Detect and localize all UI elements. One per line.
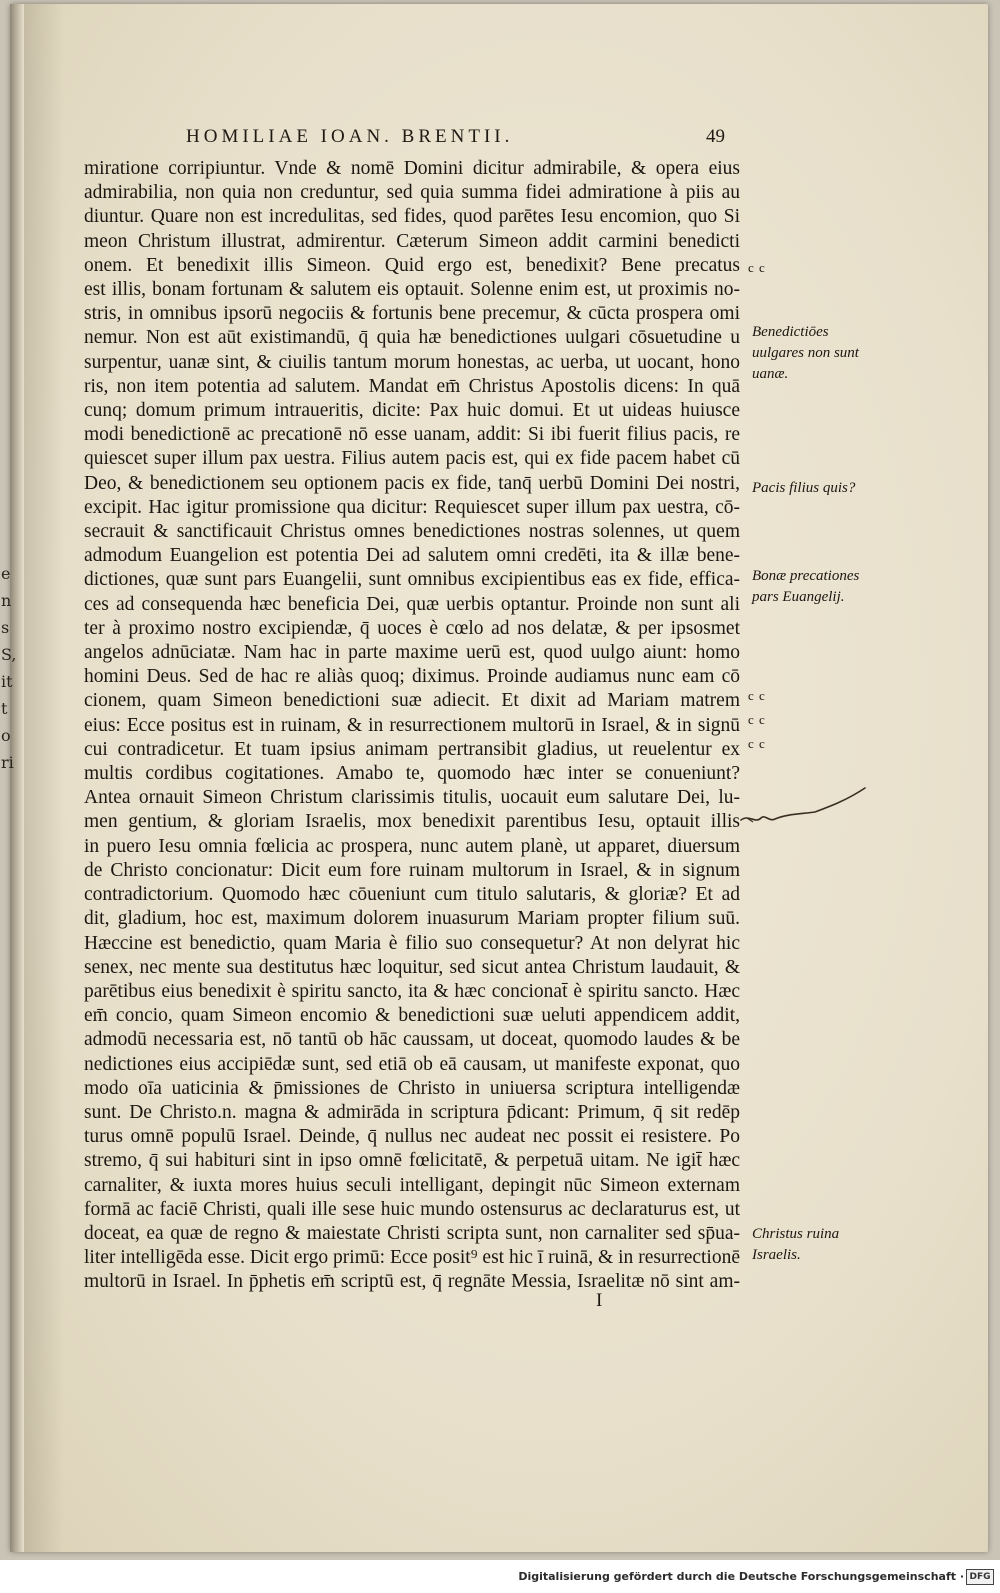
margin-note: Christus ruina Israelis. — [752, 1226, 840, 1263]
text-line: cionem, quam Simeon benedictioni suæ adiecit. Et dixit ad Mariam matrem — [84, 690, 740, 712]
text-line: modi benedictionē ac precationē nō esse uanam, addit: Si ibi fuerit filius pacis, re — [84, 424, 740, 446]
text-line: diuntur. Quare non est incredulitas, sed fides, quod parētes Iesu encomion, quo Si — [84, 206, 740, 228]
text-line: cui contradicetur. Et tuam ipsius animam pertransibit gladius, ut reuelentur ex — [84, 738, 740, 760]
text-line: liter intelligēda esse. Dicit ergo primū: Ecce posit⁹ est hic ī ruinā, & in resurrectionē — [84, 1247, 740, 1269]
text-line: dictiones, quæ sunt pars Euangelii, sunt omnibus excipientibus eas ex fide, effica- — [84, 569, 740, 591]
text-line: Antea ornauit Simeon Christum clarissimis titulis, uocauit eum salutare Dei, lu- — [84, 787, 740, 809]
text-line: nemur. Non est aūt existimandū, q̄ quia hæ benedictiones uulgari cōsuetudine u — [84, 327, 740, 349]
left-fragment: t — [1, 699, 8, 718]
text-line: carnaliter, & iuxta mores huius seculi intelligant, depingit nūc Simeon externam — [84, 1174, 740, 1196]
text-line: sunt. De Christo.n. magna & admirāda in scriptura p̄dicant: Primum, q̄ sit redēp — [84, 1101, 740, 1123]
left-fragment: n — [1, 591, 12, 610]
text-line: ris, non item potentia ad salutem. Mandat em̄ Christus Apostolis dicens: In quā — [84, 375, 740, 397]
text-line: turus omnē populū Israel. Deinde, q̄ nullus nec audeat nec possit ei resistere. Po — [84, 1126, 740, 1148]
text-line: secrauit & sanctificauit Christus omnes benedictiones nostras solennes, ut quem — [84, 521, 740, 543]
text-line: excipit. Hac igitur promissione qua dicitur: Requiescet super illum pax uestra, cō- — [84, 496, 740, 518]
text-line: onem. Et benedixit illis Simeon. Quid ergo est, benedixit? Bene precatus — [84, 254, 740, 276]
margin-note: Pacis filius quis? — [752, 480, 856, 496]
text-line: multis cordibus cogitationes. Amabo te, quomodo hæc inter se conueniunt? — [84, 763, 740, 785]
text-line: senex, nec mente sua destitutus hæc loquitur, sed sicut antea Christum laudauit, & — [84, 956, 740, 978]
text-line: Hæccine est benedictio, quam Maria è filio suo consequetur? At non delyrat hic — [84, 932, 740, 954]
left-page-fragments — [1, 560, 15, 776]
text-line: cunq; domum primum intraueritis, dicite: Pax huic domui. Et ut uideas huiusce — [84, 400, 740, 422]
text-line: angelos adnūciatæ. Nam hac in parte maxime uerū est, quod uulgo aiunt: homo — [84, 642, 740, 664]
text-line: miratione corripiuntur. Vnde & nomē Domini dicitur admirabile, & opera eius — [84, 158, 740, 179]
text-line: modo oīa uaticinia & p̄missiones de Christo in uniuersa scriptura intelligendæ — [84, 1077, 740, 1099]
text-line: stremo, q̄ sui habituri sint in ipso omnē fœlicitatē, & perpetuā uitam. Ne igit̄ hæc — [84, 1150, 740, 1172]
text-line: parētibus eius benedixit è spiritu sancto, ita & hæc concionat̄ è spiritu sancto. Hæc — [84, 980, 740, 1002]
text-line: admodū necessaria est, nō tantū ob hāc caussam, ut doceat, quomodo laudes & be — [84, 1029, 740, 1051]
text-line: est illis, bonam fortunam & salutem eis optauit. Solenne enim est, ut proximis no- — [84, 279, 740, 301]
text-line: surpentur, uanæ sint, & ciuilis tantum morum honestas, ac uerba, ut uocant, hono — [84, 351, 740, 373]
text-line: formā ac faciē Christi, quali ille sese huic mundo ostensurus ac declaraturus est, ut — [84, 1198, 740, 1220]
text-line: nedictiones eius accipiēdæ sunt, sed etiā ob eā causam, ut manifeste exponat, quo — [84, 1053, 740, 1075]
text-line: stris, in omnibus ipsorū negociis & fortunis bene precemur, & cūcta prospera omi — [84, 303, 740, 325]
page-gutter — [10, 4, 24, 1552]
quotation-mark: c c — [748, 688, 766, 703]
text-line: meon Christum illustrat, admirentur. Cæterum Simeon addit carmini benedicti — [84, 230, 740, 252]
text-line: admirabilia, non quia non creduntur, sed quia summa fidei admiratione à piis au — [84, 182, 740, 204]
quotation-mark: c c — [748, 260, 766, 275]
text-line: de Christo concionatur: Dicit eum fore ruinam multorum in Israel, & in signum — [84, 859, 740, 881]
text-line: ter à proximo nostro excipiendæ, q̄ uoces è cœlo ad nos delatæ, & per ipsosmet — [84, 617, 740, 639]
text-line: eius: Ecce positus est in ruinam, & in resurrectionem multorū in Israel, & in signū — [84, 714, 740, 736]
text-line: contradictorium. Quomodo hæc cōueniunt cum titulo salutaris, & gloriæ? Et ad — [84, 884, 740, 906]
text-line: in puero Iesu omnia fœlicia ac prospera, nunc autem planè, ut apparet, diuersum — [84, 835, 740, 857]
quotation-mark: c c — [748, 712, 766, 727]
text-line: admodum Euangelion est potentia Dei ad salutem omni credēti, ita & illæ bene- — [84, 545, 740, 567]
running-title: HOMILIAE IOAN. BRENTII. — [186, 126, 514, 147]
handwritten-mark — [735, 784, 875, 844]
left-fragment: it — [1, 672, 13, 691]
text-line: doceat, ea quæ de regno & maiestate Christi scripta sunt, non carnaliter sed sp̄ua- — [84, 1222, 740, 1244]
text-line: homini Deus. Sed de hac re aliàs quoq; diximus. Proinde audiamus nunc eam cō — [84, 666, 740, 688]
text-line: multorū in Israel. In p̄phetis em̄ scriptū est, q̄ regnāte Messia, Israelitæ nō sint am- — [84, 1271, 740, 1293]
main-text-block — [84, 157, 740, 1295]
text-line: Deo, & benedictionem seu optionem pacis ex fide, tanq̄ uerbū Domini Dei nostri, — [84, 472, 740, 494]
dfg-logo: DFG — [966, 1569, 994, 1585]
margin-note: Benedictiōes uulgares non sunt uanæ. — [752, 324, 859, 382]
funding-credit: Digitalisierung gefördert durch die Deutsche Forschungsgemeinschaft · — [518, 1570, 964, 1583]
left-fragment: S, — [1, 645, 17, 664]
text-line: ces ad consequenda hæc beneficia Dei, quæ uerbis optantur. Proinde non sunt ali — [84, 593, 740, 615]
footer-bar — [0, 1560, 1000, 1593]
page-number: 49 — [706, 126, 725, 147]
left-fragment: ri — [1, 753, 14, 772]
left-fragment: s — [1, 618, 10, 637]
text-line: quiescet super illum pax uestra. Filius autem pacis est, qui ex fide pacem habet cū — [84, 448, 740, 470]
text-line: em̄ concio, quam Simeon encomio & benedictioni suæ ueluti appendicem addit, — [84, 1005, 740, 1027]
text-line: dit, gladium, hoc est, maximum dolorem inuasurum Mariam propter filium suū. — [84, 908, 740, 930]
text-line: men gentium, & gloriam Israelis, mox benedixit parentibus Iesu, optauit illis — [84, 811, 740, 833]
page-header — [186, 126, 806, 150]
margin-note: Bonæ precationes pars Euangelij. — [752, 568, 860, 605]
fold-shadow — [24, 4, 64, 1552]
left-fragment: e — [1, 564, 11, 583]
quotation-mark: c c — [748, 736, 766, 751]
left-fragment: o — [1, 726, 11, 745]
catchword: I — [596, 1290, 603, 1311]
